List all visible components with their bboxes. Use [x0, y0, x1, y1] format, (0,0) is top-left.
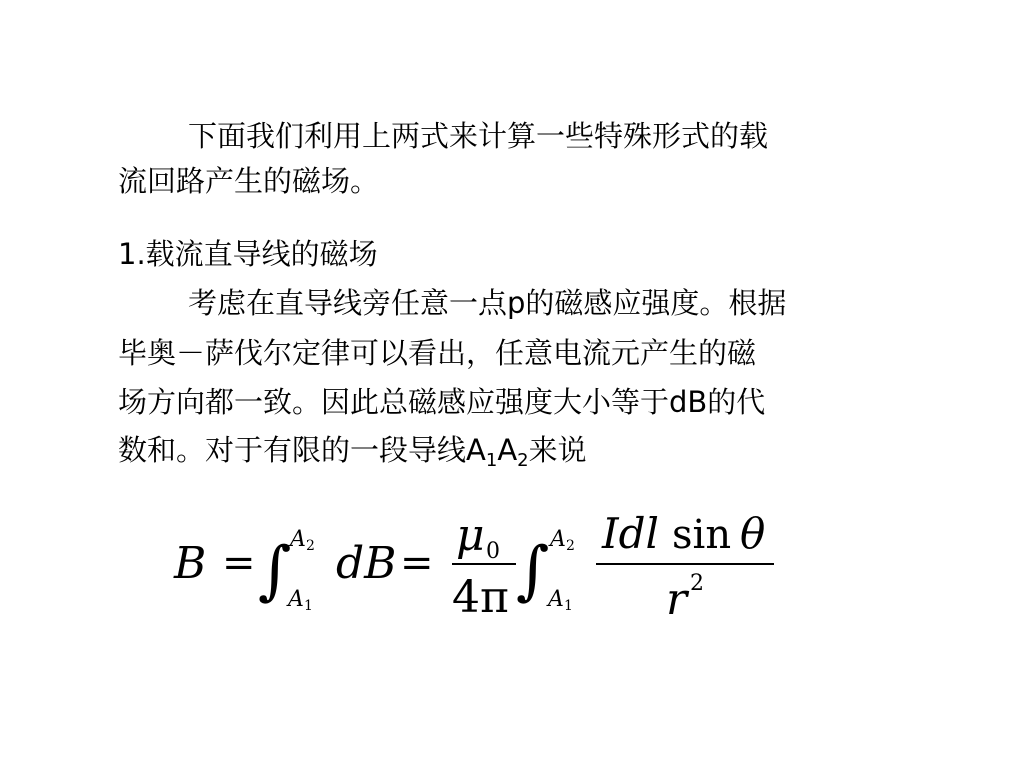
wire-end-a1: $A_1$: [466, 433, 498, 471]
paragraph2-line2: 毕奥－萨伐尔定律可以看出，任意电流元产生的磁: [118, 336, 757, 370]
formula-lower-limit-1-sub: 1: [304, 598, 313, 614]
formula-equals-2: =: [400, 540, 434, 586]
formula-equals-1: =: [222, 540, 256, 586]
formula-integral-1: ∫: [258, 534, 292, 608]
formula-upper-limit-1-sub: 2: [306, 538, 315, 554]
paragraph2-line3: 场方向都一致。因此总磁感应强度大小等于dB的代: [118, 385, 766, 419]
formula-r: r: [666, 574, 688, 625]
formula-B: B: [174, 538, 207, 589]
paragraph1-line2: 流回路产生的磁场。: [118, 164, 380, 198]
formula-upper-limit-1: A: [290, 527, 306, 552]
formula-dB: dB: [336, 538, 397, 589]
biot-savart-formula: [160, 500, 800, 630]
wire-end-a2: $A_2$: [497, 433, 529, 471]
paragraph2-line4-end: 来说: [528, 433, 587, 467]
formula-upper-limit-2-sub: 2: [566, 538, 575, 554]
paragraph2-line1: 考虑在直导线旁任意一点p的磁感应强度。根据: [188, 286, 787, 320]
formula-lower-limit-1: A: [288, 587, 304, 612]
formula-sin: sin: [672, 512, 732, 558]
formula-lower-limit-2: A: [548, 587, 564, 612]
formula-Idl: Idl: [602, 509, 659, 558]
formula-upper-limit-2: A: [550, 527, 566, 552]
paragraph2-line4-text: 数和。对于有限的一段导线: [118, 433, 467, 467]
formula-theta: θ: [740, 509, 766, 558]
paragraph2-line4: [118, 432, 587, 479]
formula-r-exponent: 2: [690, 571, 704, 596]
paragraph1-line1: 下面我们利用上两式来计算一些特殊形式的载: [188, 119, 769, 153]
formula-mu: μ: [456, 510, 485, 561]
formula-four-pi: 4π: [452, 572, 509, 623]
formula-mu-sub: 0: [486, 539, 500, 564]
formula-lower-limit-2-sub: 1: [564, 598, 573, 614]
formula-integral-2: ∫: [516, 534, 550, 608]
section-heading: 1.载流直导线的磁场: [118, 237, 378, 271]
